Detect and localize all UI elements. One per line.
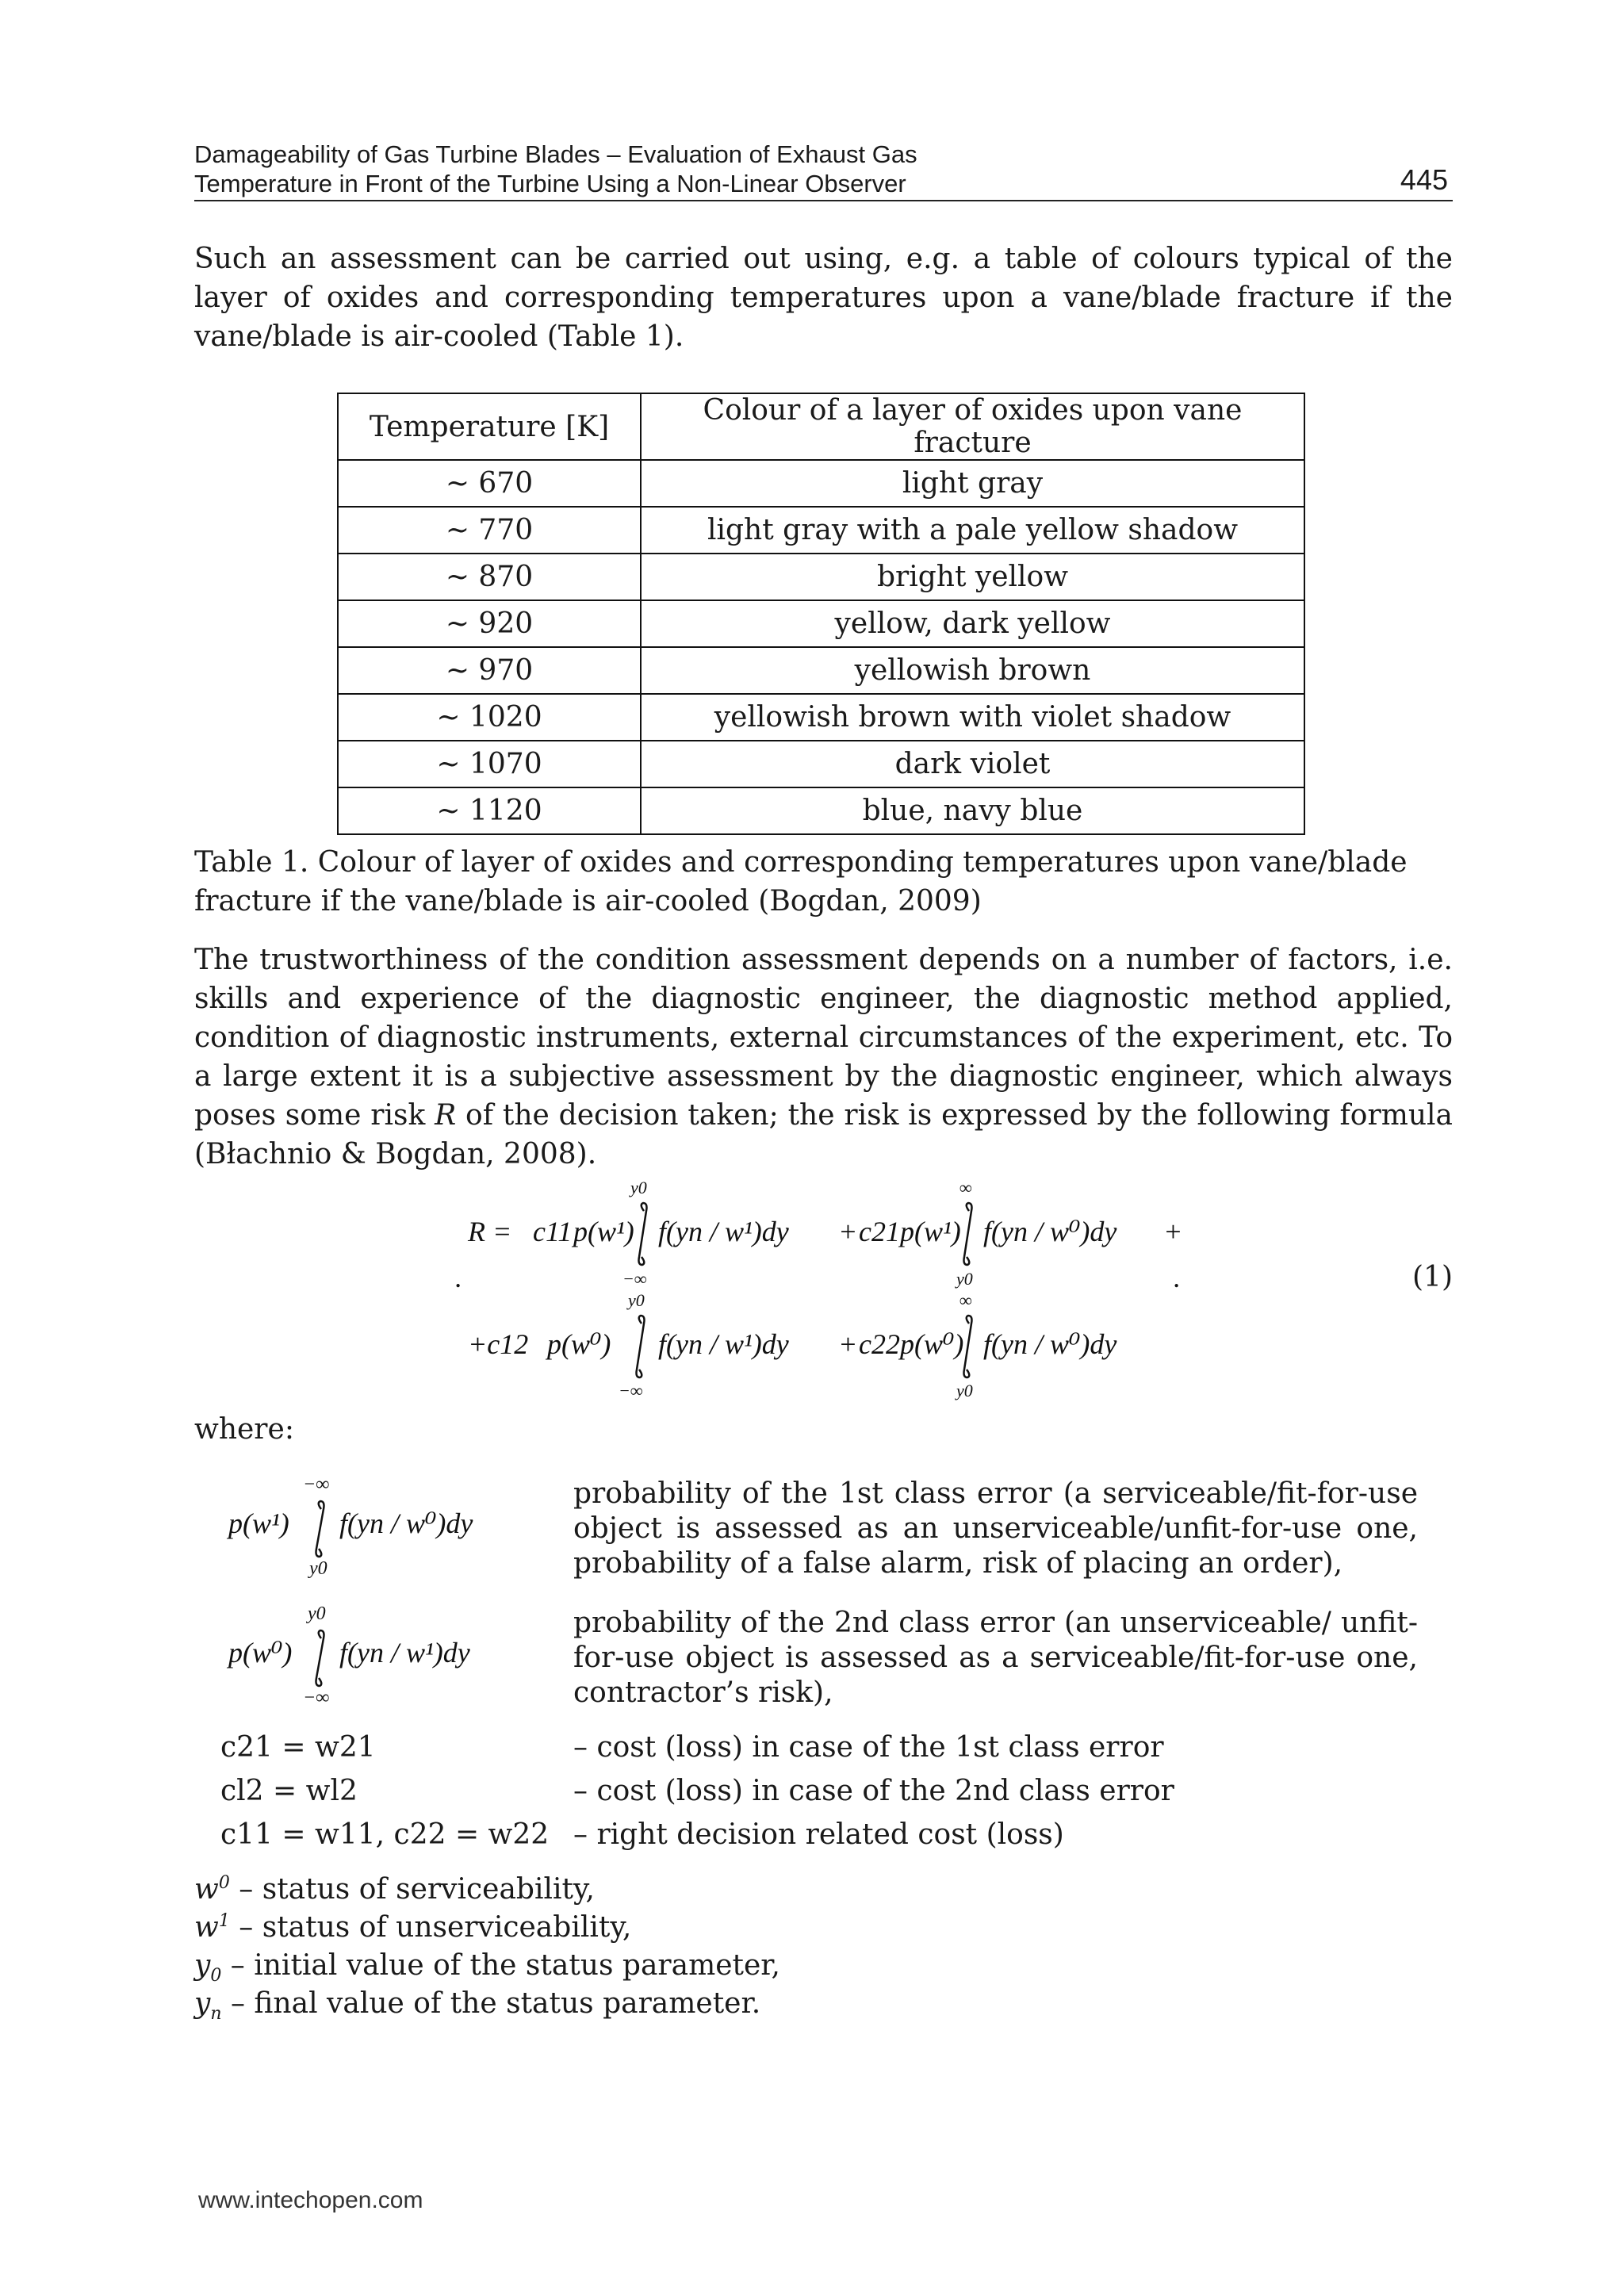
eq-upper-inf-b: ∞ xyxy=(959,1290,972,1310)
variable-symbol: y xyxy=(194,1949,211,1982)
variable-mark: n xyxy=(210,2004,222,2025)
where-label: where: xyxy=(194,1413,294,1446)
eq-plus-b: + xyxy=(1163,1216,1183,1247)
oxide-colour-table xyxy=(337,393,1305,835)
variable-y0 xyxy=(194,1949,780,1986)
body-text-part1: The trustworthiness of the condition assessment depends on a number of factors, i.e. skills and experience of the diagnostic engineer, the diagnostic method applied, condition of diagnostic instruments, external circumstances of the experiment, etc. To a large extent it is a subjective assessment by the diagnostic engineer, which always poses some risk xyxy=(194,944,1453,1132)
table-header-temperature: Temperature [K] xyxy=(338,393,641,460)
table-row xyxy=(338,787,1304,834)
eq-lower-y0-a: y0 xyxy=(956,1269,973,1289)
def2-upper: y0 xyxy=(308,1603,326,1624)
def1-lower: y0 xyxy=(309,1558,327,1579)
second-class-error-description: probability of the 2nd class error (an unserviceable/ unfit-for-use object is assessed as a serviceable/fit-for-use one, contractor’s risk), xyxy=(573,1607,1418,1709)
eq-f-w0-a: f(yn / w⁰)dy xyxy=(983,1216,1117,1247)
variable-mark: 0 xyxy=(218,1873,230,1893)
colour-cell: light gray with a pale yellow shadow xyxy=(641,507,1304,554)
table-row xyxy=(338,694,1304,741)
integral-sign xyxy=(964,1316,972,1377)
eq-lower-inf-b: −∞ xyxy=(619,1381,643,1400)
body-paragraph xyxy=(194,941,1453,1174)
eq-c22: c22 xyxy=(859,1328,900,1360)
eq-c12: +c12 xyxy=(468,1328,529,1360)
colour-cell: blue, navy blue xyxy=(641,787,1304,834)
table-row xyxy=(338,741,1304,787)
table-row xyxy=(338,460,1304,507)
variable-description: – status of unserviceability, xyxy=(229,1911,632,1944)
variable-w1 xyxy=(194,1911,631,1944)
eq-lower-inf-a: −∞ xyxy=(622,1269,647,1289)
variable-w0 xyxy=(194,1873,595,1906)
eq-lhs: R = xyxy=(468,1216,512,1247)
variable-description: – final value of the status parameter. xyxy=(221,1987,761,2020)
integral-sign xyxy=(639,1203,647,1265)
variable-description: – initial value of the status parameter, xyxy=(221,1949,780,1982)
eq-upper-inf-a: ∞ xyxy=(959,1178,972,1197)
variable-yn xyxy=(194,1987,760,2024)
eq-upper-y0-a: y0 xyxy=(630,1178,647,1197)
eq-lower-y0-b: y0 xyxy=(956,1381,973,1400)
cost-label: cl2 = wl2 xyxy=(220,1775,358,1807)
def1-f: f(yn / w⁰)dy xyxy=(339,1508,473,1539)
footer-url: www.intechopen.com xyxy=(198,2187,423,2213)
page-number: 445 xyxy=(1400,163,1448,196)
table-row xyxy=(338,647,1304,694)
eq-dot-left: . xyxy=(455,1262,462,1293)
temperature-cell: ~ 1070 xyxy=(338,741,641,787)
table-header-row xyxy=(338,393,1304,460)
cost-description: – right decision related cost (loss) xyxy=(573,1818,1064,1851)
variable-symbol: w xyxy=(194,1911,219,1944)
colour-cell: yellowish brown xyxy=(641,647,1304,694)
eq-p-w0-b: p(w⁰) xyxy=(900,1328,964,1360)
eq-p-w0-a: p(w⁰) xyxy=(547,1328,611,1360)
table-row xyxy=(338,507,1304,554)
temperature-cell: ~ 1120 xyxy=(338,787,641,834)
eq-plus-a: + xyxy=(838,1216,858,1247)
eq-dot-right: . xyxy=(1174,1262,1181,1293)
eq-f-w1-b: f(yn / w¹)dy xyxy=(658,1328,789,1360)
colour-cell: yellow, dark yellow xyxy=(641,600,1304,647)
header-title-line2: Temperature in Front of the Turbine Using a Non-Linear Observer xyxy=(194,170,906,197)
risk-equation xyxy=(455,1170,1253,1400)
def1-upper: −∞ xyxy=(303,1474,330,1495)
integral-sign xyxy=(637,1316,645,1377)
variable-symbol: w xyxy=(194,1873,219,1906)
cost-label: c21 = w21 xyxy=(220,1731,376,1764)
intro-paragraph: Such an assessment can be carried out using, e.g. a table of colours typical of the layer of oxides and corresponding temperatures upon a vane/blade fracture if the vane/blade is air-cooled (Table 1). xyxy=(194,243,1453,353)
body-text-part2: of the decision taken; the risk is expressed by the following formula (Błachnio & Bogdan, 2008). xyxy=(194,1099,1453,1170)
colour-cell: yellowish brown with violet shadow xyxy=(641,694,1304,741)
eq-plus-c: + xyxy=(838,1328,858,1360)
eq-upper-y0-b: y0 xyxy=(628,1290,645,1310)
temperature-cell: ~ 870 xyxy=(338,554,641,600)
running-header xyxy=(194,140,1453,201)
eq-c11: c11 xyxy=(533,1216,573,1247)
variable-mark: 0 xyxy=(210,1966,222,1986)
variable-symbol: y xyxy=(194,1987,211,2020)
eq-f-w1-a: f(yn / w¹)dy xyxy=(658,1216,789,1247)
first-class-error-expression xyxy=(222,1471,555,1578)
risk-symbol: R xyxy=(435,1099,457,1132)
colour-cell: bright yellow xyxy=(641,554,1304,600)
def2-lower: −∞ xyxy=(303,1688,330,1708)
def1-p: p(w¹) xyxy=(228,1508,289,1539)
cost-description: – cost (loss) in case of the 1st class error xyxy=(573,1731,1164,1764)
integral-sign xyxy=(316,1501,324,1557)
integral-sign xyxy=(316,1630,324,1686)
def2-p: p(w⁰) xyxy=(228,1637,293,1668)
table-header-colour: Colour of a layer of oxides upon vane fracture xyxy=(641,393,1304,460)
temperature-cell: ~ 970 xyxy=(338,647,641,694)
temperature-cell: ~ 1020 xyxy=(338,694,641,741)
eq-p-w1-b: p(w¹) xyxy=(900,1216,961,1247)
table-row xyxy=(338,600,1304,647)
cost-description: – cost (loss) in case of the 2nd class error xyxy=(573,1775,1174,1807)
temperature-cell: ~ 670 xyxy=(338,460,641,507)
integral-sign xyxy=(964,1203,972,1265)
colour-cell: dark violet xyxy=(641,741,1304,787)
eq-f-w0-b: f(yn / w⁰)dy xyxy=(983,1328,1117,1360)
colour-cell: light gray xyxy=(641,460,1304,507)
second-class-error-expression xyxy=(222,1600,555,1707)
header-title xyxy=(194,140,917,198)
first-class-error-description: probability of the 1st class error (a serviceable/fit-for-use object is assessed as an unserviceable/unfit-for-use one, probability of a false alarm, risk of placing an order), xyxy=(573,1477,1418,1580)
header-title-line1: Damageability of Gas Turbine Blades – Evaluation of Exhaust Gas xyxy=(194,140,917,168)
def2-f: f(yn / w¹)dy xyxy=(339,1637,470,1668)
variable-description: – status of serviceability, xyxy=(229,1873,595,1906)
table-row xyxy=(338,554,1304,600)
cost-label: c11 = w11, c22 = w22 xyxy=(220,1818,550,1851)
eq-p-w1-a: p(w¹) xyxy=(573,1216,634,1247)
temperature-cell: ~ 770 xyxy=(338,507,641,554)
table-caption: Table 1. Colour of layer of oxides and corresponding temperatures upon vane/blade fracture if the vane/blade is air-cooled (Bogdan, 2009) xyxy=(194,846,1408,918)
variable-mark: 1 xyxy=(218,1911,230,1931)
temperature-cell: ~ 920 xyxy=(338,600,641,647)
eq-c21: c21 xyxy=(859,1216,900,1247)
equation-number: (1) xyxy=(1412,1261,1453,1293)
